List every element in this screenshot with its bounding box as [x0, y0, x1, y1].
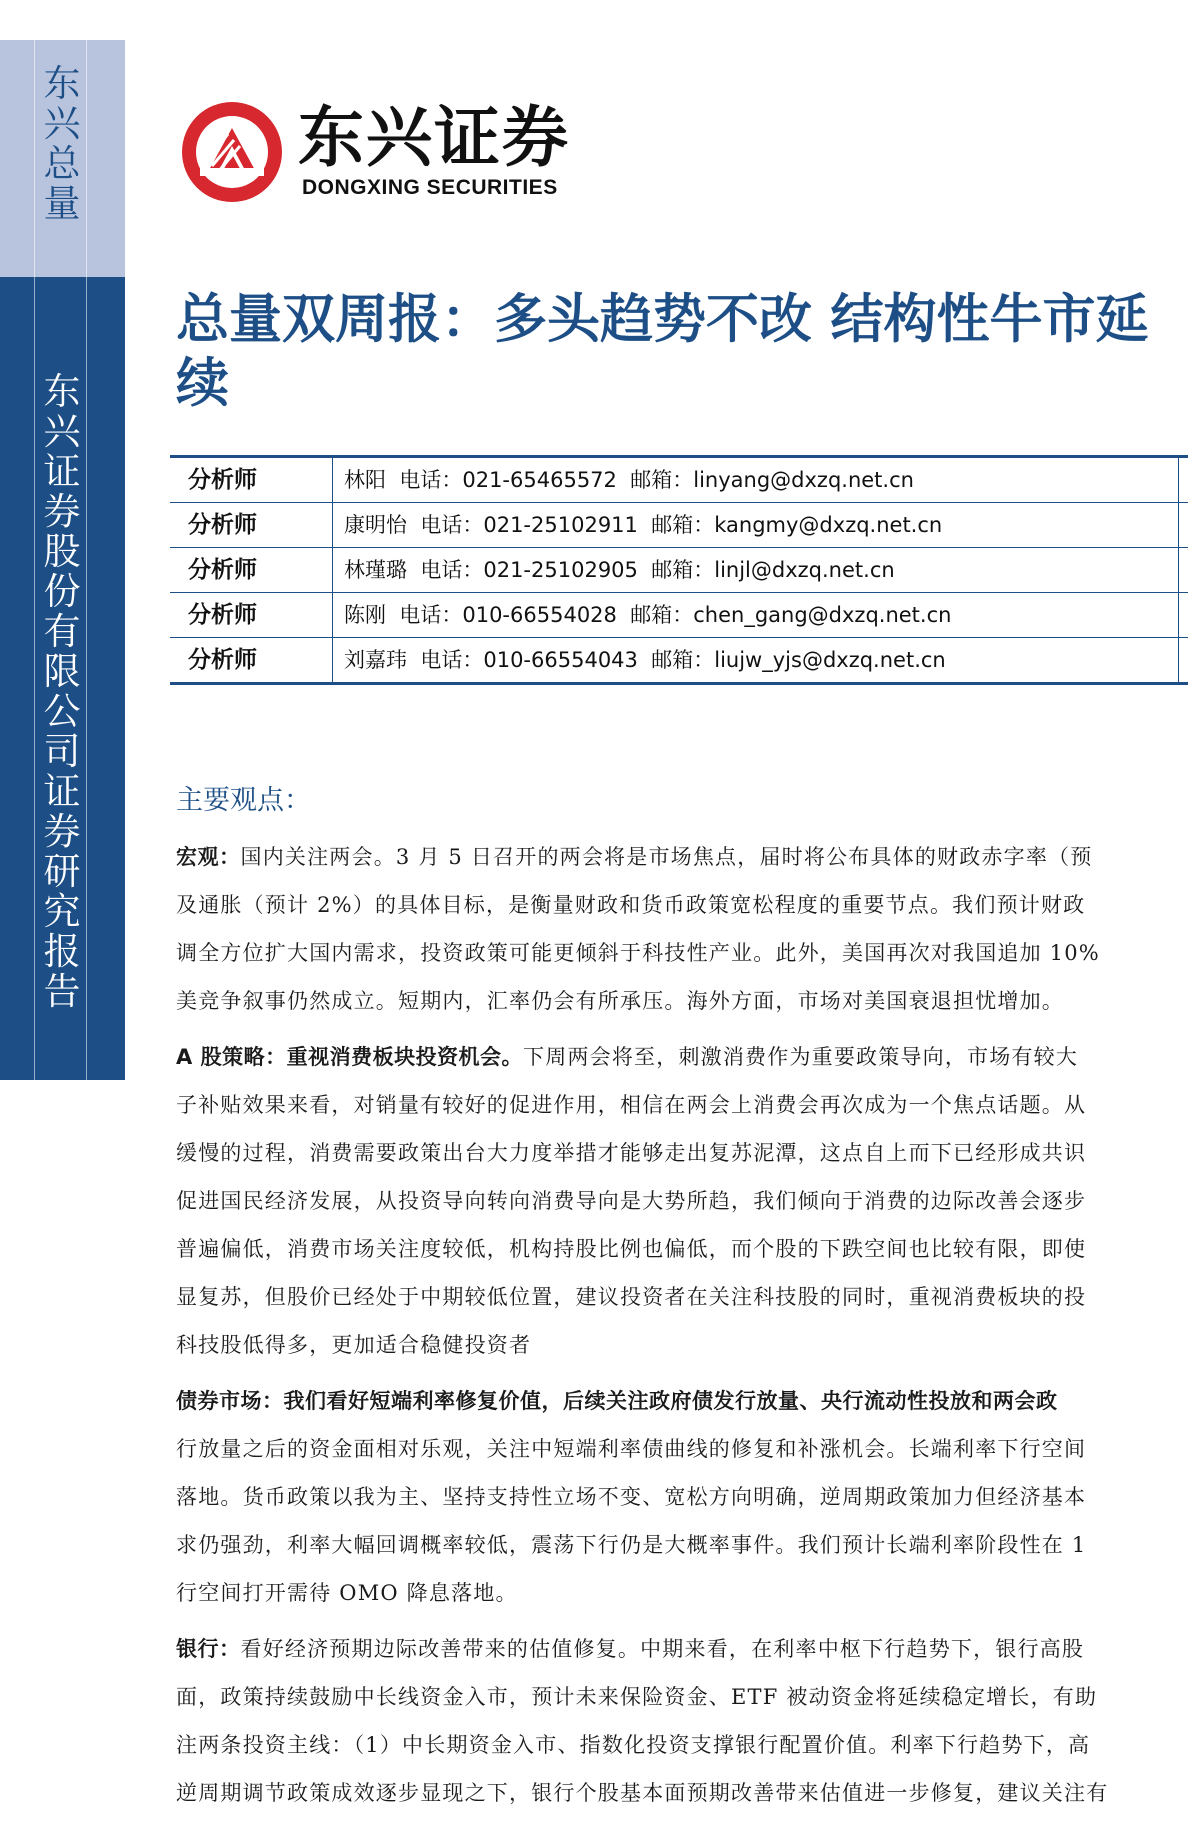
macro-paragraph	[176, 833, 1188, 1025]
a-share-text: 普遍偏低，消费市场关注度较低，机构持股比例也偏低，而个股的下跌空间也比较有限，即使	[176, 1237, 1087, 1261]
main-views-heading: 主要观点：	[176, 785, 311, 816]
analyst-role: 分析师	[188, 512, 257, 538]
table-divider	[1178, 638, 1179, 682]
logo-name-cn: 东兴证券	[298, 99, 570, 176]
table-divider	[1178, 458, 1179, 502]
logo-name-en: DONGXING SECURITIES	[302, 176, 558, 199]
analyst-row	[170, 638, 1188, 685]
a-share-text: 缓慢的过程，消费需要政策出台大力度举措才能够走出复苏泥潭，这点自上而下已经形成共识	[176, 1141, 1087, 1165]
company-logo	[178, 98, 598, 208]
analyst-role: 分析师	[188, 557, 257, 583]
text-line	[176, 833, 1188, 881]
macro-text: 调全方位扩大国内需求，投资政策可能更倾斜于科技性产业。此外，美国再次对我国追加 10%	[176, 941, 1100, 965]
a-share-text: 下周两会将至，刺激消费作为重要政策导向，市场有较大	[523, 1045, 1079, 1069]
analyst-row	[170, 593, 1188, 638]
banks-paragraph	[176, 1625, 1188, 1817]
analyst-role: 分析师	[188, 602, 257, 628]
analyst-row	[170, 458, 1188, 503]
rail-divider	[86, 40, 87, 1080]
table-divider	[332, 638, 333, 682]
a-share-text: 促进国民经济发展，从投资导向转向消费导向是大势所趋，我们倾向于消费的边际改善会逐步	[176, 1189, 1087, 1213]
table-divider	[332, 458, 333, 502]
table-divider	[1178, 503, 1179, 547]
left-rail	[0, 0, 125, 1680]
a-share-text: 科技股低得多，更加适合稳健投资者	[176, 1333, 532, 1357]
banks-text: 逆周期调节政策成效逐步显现之下，银行个股基本面预期改善带来估值进一步修复，建议关注有	[176, 1781, 1109, 1805]
a-share-paragraph	[176, 1033, 1188, 1369]
bonds-text: 求仍强劲，利率大幅回调概率较低，震荡下行仍是大概率事件。我们预计长端利率阶段性在 1	[176, 1533, 1087, 1557]
rail-category-label: 东兴总量	[43, 62, 81, 225]
macro-text: 国内关注两会。3 月 5 日召开的两会将是市场焦点，届时将公布具体的财政赤字率（预	[240, 845, 1093, 869]
banks-text: 注两条投资主线：（1）中长期资金入市、指数化投资支撑银行配置价值。利率下行趋势下，高	[176, 1733, 1091, 1757]
bonds-text: 行放量之后的资金面相对乐观，关注中短端利率债曲线的修复和补涨机会。长端利率下行空间	[176, 1437, 1087, 1461]
analyst-row	[170, 503, 1188, 548]
analyst-row	[170, 548, 1188, 593]
rail-company-label: 东兴证券股份有限公司证券研究报告	[43, 370, 81, 1013]
bonds-text: 落地。货币政策以我为主、坚持支持性立场不变、宽松方向明确，逆周期政策加力但经济基本	[176, 1485, 1087, 1509]
macro-text: 美竞争叙事仍然成立。短期内，汇率仍会有所承压。海外方面，市场对美国衰退担忧增加。	[176, 989, 1064, 1013]
macro-label: 宏观：	[176, 845, 241, 869]
analyst-table	[170, 455, 1188, 685]
bonds-paragraph	[176, 1377, 1188, 1617]
table-divider	[332, 548, 333, 592]
a-share-label: A 股策略：重视消费板块投资机会。	[176, 1045, 524, 1069]
text-line	[176, 1033, 1188, 1081]
analyst-contact: 刘嘉玮 电话：010-66554043 邮箱：liujw_yjs@dxzq.net.cn	[344, 648, 946, 672]
banks-text: 面，政策持续鼓励中长线资金入市，预计未来保险资金、ETF 被动资金将延续稳定增长，有助	[176, 1685, 1098, 1709]
analyst-role: 分析师	[188, 467, 257, 493]
bonds-text: 行空间打开需待 OMO 降息落地。	[176, 1581, 518, 1605]
analyst-contact: 康明怡 电话：021-25102911 邮箱：kangmy@dxzq.net.cn	[344, 513, 943, 537]
analyst-role: 分析师	[188, 647, 257, 673]
analyst-contact: 林阳 电话：021-65465572 邮箱：linyang@dxzq.net.cn	[344, 468, 914, 492]
analyst-contact: 陈刚 电话：010-66554028 邮箱：chen_gang@dxzq.net.cn	[344, 603, 952, 627]
table-divider	[332, 593, 333, 637]
text-line	[176, 1625, 1188, 1673]
table-divider	[1178, 548, 1179, 592]
a-share-text: 显复苏，但股价已经处于中期较低位置，建议投资者在关注科技股的同时，重视消费板块的投	[176, 1285, 1087, 1309]
table-divider	[1178, 593, 1179, 637]
bonds-label: 债券市场：我们看好短端利率修复价值，后续关注政府债发行放量、央行流动性投放和两会政	[176, 1389, 1058, 1413]
analyst-contact: 林瑾璐 电话：021-25102905 邮箱：linjl@dxzq.net.cn	[344, 558, 895, 582]
banks-label: 银行：	[176, 1637, 241, 1661]
a-share-text: 子补贴效果来看，对销量有较好的促进作用，相信在两会上消费会再次成为一个焦点话题。从	[176, 1093, 1087, 1117]
report-title: 总量双周报：多头趋势不改 结构性牛市延续	[176, 289, 1149, 414]
banks-text: 看好经济预期边际改善带来的估值修复。中期来看，在利率中枢下行趋势下，银行高股	[240, 1637, 1085, 1661]
main-views-body	[176, 833, 1188, 1825]
text-line	[176, 1377, 1188, 1425]
rail-divider	[34, 40, 35, 1080]
macro-text: 及通胀（预计 2%）的具体目标，是衡量财政和货币政策宽松程度的重要节点。我们预计财政	[176, 893, 1086, 917]
table-divider	[332, 503, 333, 547]
dongxing-logo-icon	[178, 98, 286, 206]
